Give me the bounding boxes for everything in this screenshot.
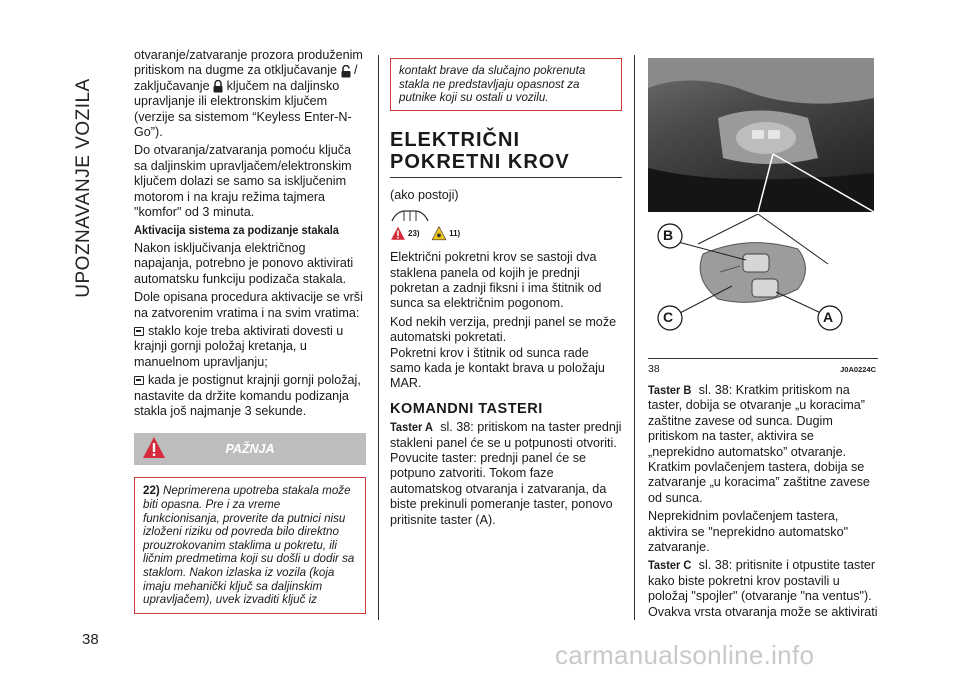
button-diagram xyxy=(648,214,874,354)
heading-rule xyxy=(390,177,622,178)
reference-warning: 23) xyxy=(408,229,420,239)
subheading-activation: Aktivacija sistema za podizanje stakala xyxy=(134,223,339,238)
bullet-item xyxy=(134,324,366,370)
page-number: 38 xyxy=(82,631,99,648)
taster-a-label: Taster A xyxy=(390,420,433,435)
taster-c-label: Taster C xyxy=(648,558,692,573)
paragraph-reactivate: Nakon isključivanja električnog napajanja, potrebno je ponovo aktivirati automatsku funkciju podizača stakala. xyxy=(134,240,354,286)
unlock-icon xyxy=(341,65,351,78)
warning-box xyxy=(134,477,366,613)
bullet-text: staklo koje treba aktivirati dovesti u krajnji gornji položaj kretanja, u manuelnom upravljanju; xyxy=(134,323,344,369)
warning-text: Neprimerena upotreba stakala može biti opasna. Pre i za vreme funkcionisanja, proverite da putnici nisu izloženi riziku od povreda bilo direktno prouzrokovanim staklima u pokretu, ili ličnim predmetima koji su došli u dodir sa staklom. Nakon izlaska iz vozila (koja imaju mehanički ključ sa daljinskim upravljačem), uvek izvaditi ključ iz xyxy=(143,484,355,607)
warning-triangle-small-icon xyxy=(390,226,406,241)
paragraph-taster-a xyxy=(390,420,622,528)
roof-console-photo xyxy=(648,58,874,212)
warning-title: PAŽNJA xyxy=(225,442,275,457)
reference-icons xyxy=(390,226,622,248)
paragraph-taster-b xyxy=(648,383,878,506)
column-2 xyxy=(390,48,622,531)
label-c: C xyxy=(663,309,674,325)
figure-code: J0A0224C xyxy=(840,365,876,374)
caution-triangle-icon xyxy=(431,226,447,241)
column-divider-right xyxy=(634,55,635,620)
section-title-text: UPOZNAVANJE VOZILA xyxy=(73,78,94,298)
paragraph-description: Električni pokretni krov se sastoji dva staklena panela od kojih je prednji pokretan a zadnji fiksni i ima štitnik od sunca sa električnim pogonom. xyxy=(390,250,602,311)
paragraph-continuous: Neprekidnim povlačenjem tastera, aktivira se "neprekidno automatsko" zatvaranje. xyxy=(648,509,849,555)
paragraph-mar: Pokretni krov i štitnik od sunca rade samo kada je kontakt brava u položaju MAR. xyxy=(390,345,605,391)
figure-number: 38 xyxy=(648,363,660,375)
taster-b-label: Taster B xyxy=(648,383,692,397)
paragraph-unlock xyxy=(134,48,366,140)
version-icon xyxy=(390,206,622,224)
reference-caution: 11) xyxy=(449,229,461,239)
car-roof-icon xyxy=(390,206,430,224)
watermark: carmanualsonline.info xyxy=(555,640,815,670)
paragraph-auto: Kod nekih verzija, prednji panel se može automatski pokretati. xyxy=(390,314,617,345)
text-p1c: ključem na daljinsko upravljanje ili elektronskim ključem (verzije sa sistemom “Keyless Enter-N-Go”). xyxy=(134,78,352,140)
column-1 xyxy=(134,48,366,614)
section-title xyxy=(66,58,102,318)
warning-header xyxy=(134,433,366,465)
taster-c-text: sl. 38: pritisnite i otpustite taster kako biste pokretni krov postavili u položaj "spojler" (otvaranje "na ventus"). Ovakva vrsta otvaranja može se aktivirati xyxy=(648,558,878,619)
paragraph-taster-c xyxy=(648,558,878,620)
label-a: A xyxy=(823,309,834,325)
bullet-text: kada je postignut krajnji gornji položaj, nastavite da držite komandu podizanja stakla još najmanje 3 sekunde. xyxy=(134,373,361,418)
bullet-icon xyxy=(134,327,144,336)
diagram-drawing xyxy=(648,214,874,354)
figure-caption xyxy=(648,358,878,375)
bullet-item xyxy=(134,373,366,419)
label-b: B xyxy=(663,227,674,243)
column-3 xyxy=(648,48,878,623)
bullet-icon xyxy=(134,376,144,385)
heading-sunroof: ELEKTRIČNI POKRETNI KROV xyxy=(390,128,570,173)
paragraph-procedure: Dole opisana procedura aktivacije se vrši na zatvorenim vratima i na svim vratima: xyxy=(134,290,363,320)
column-divider-left xyxy=(378,55,379,620)
warning-box-continued: kontakt brave da slučajno pokrenuta stakla ne predstavljaju opasnost za putnike koji su ostali u vozilu. xyxy=(390,58,622,111)
text-p1b: / zaključavanje xyxy=(134,63,358,93)
text-p1a: otvaranje/zatvaranje prozora produženim pritiskom na dugme za otključavanje xyxy=(134,48,363,78)
optional-note: (ako postoji) xyxy=(390,187,459,202)
warning-number: 22) xyxy=(143,484,160,498)
taster-a-text: sl. 38: pritiskom na taster prednji stakleni panel će se u potpunosti otvoriti. Povucite taster: prednji panel će se potpuno zatvoriti. Tokom faze automatskog otvaranja i zatvaranja, da biste prekinuli pomeranje taster, ponovo pritisnite taster (A). xyxy=(390,420,622,527)
photo-drawing xyxy=(648,58,874,212)
taster-b-text: sl. 38: Kratkim pritiskom na taster, dobija se otvaranje „u koracima” zaštitne zavese od sunca. Dugim pritiskom na taster, aktivira se „neprekidno automatsko” otvaranje. Kratkim povlačenjem tastera, dobija se zatvaranje „u koracima” zaštitne zavese od sunca. xyxy=(648,383,870,505)
lock-icon xyxy=(213,80,223,93)
heading-controls: KOMANDNI TASTERI xyxy=(390,400,543,417)
paragraph-remote: Do otvaranja/zatvaranja pomoću ključa sa daljinskim upravljačem/elektronskim ključem dolazi se samo sa isključenim motorom i na kraju režima tajmera "komfor" od 3 minuta. xyxy=(134,143,352,220)
